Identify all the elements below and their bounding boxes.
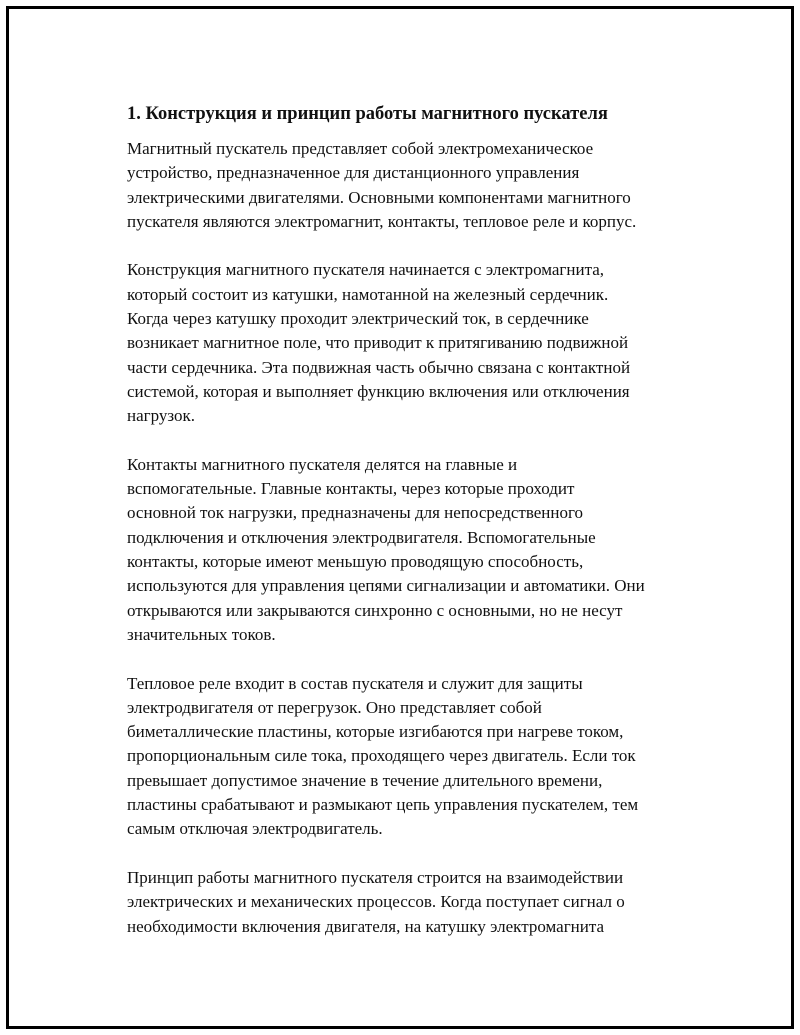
- text-line: Конструкция магнитного пускателя начинается с электромагнита,: [127, 260, 605, 280]
- text-line: вспомогательные. Главные контакты, через которые проходит: [127, 479, 575, 499]
- paragraph-operating-principle: [127, 866, 702, 939]
- text-line: пускателя являются электромагнит, контакты, тепловое реле и корпус.: [127, 211, 637, 231]
- text-line: устройство, предназначенное для дистанционного управления: [127, 163, 580, 183]
- text-line: электродвигателя от перегрузок. Оно представляет собой: [127, 697, 542, 717]
- paragraph-construction: [127, 258, 702, 428]
- text-line: электрическими двигателями. Основными компонентами магнитного: [127, 187, 631, 207]
- text-line: электрических и механических процессов. Когда поступает сигнал о: [127, 892, 625, 912]
- text-line: части сердечника. Эта подвижная часть обычно связана с контактной: [127, 357, 631, 377]
- text-line: Магнитный пускатель представляет собой электромеханическое: [127, 139, 594, 158]
- text-line: значительных токов.: [127, 624, 276, 644]
- text-line: системой, которая и выполняет функцию включения или отключения: [127, 381, 630, 401]
- text-line: пластины срабатывают и размыкают цепь управления пускателем, тем: [127, 795, 639, 815]
- text-line: нагрузок.: [127, 406, 196, 426]
- text-line: открываются или закрываются синхронно с основными, но не несут: [127, 600, 623, 620]
- text-line: подключения и отключения электродвигателя. Вспомогательные: [127, 527, 596, 547]
- text-line: Принцип работы магнитного пускателя строится на взаимодействии: [127, 867, 624, 887]
- paragraph-thermal-relay: [127, 672, 702, 842]
- text-line: возникает магнитное поле, что приводит к притягиванию подвижной: [127, 333, 629, 353]
- text-line: контакты, которые имеют меньшую проводящую способность,: [127, 552, 584, 572]
- paragraph-intro: [127, 137, 702, 234]
- page-frame: [6, 6, 794, 1029]
- text-line: Когда через катушку проходит электрический ток, в сердечнике: [127, 309, 589, 329]
- paragraph-contacts: [127, 453, 702, 647]
- text-line: используются для управления цепями сигнализации и автоматики. Они: [127, 576, 645, 596]
- text-line: который состоит из катушки, намотанной на железный сердечник.: [127, 284, 609, 304]
- text-line: пропорциональным силе тока, проходящего через двигатель. Если ток: [127, 746, 636, 766]
- text-line: основной ток нагрузки, предназначены для непосредственного: [127, 503, 584, 523]
- text-line: Контакты магнитного пускателя делятся на главные и: [127, 454, 518, 474]
- section-heading: 1. Конструкция и принцип работы магнитного пускателя: [127, 104, 608, 124]
- document-body: [127, 101, 702, 963]
- text-line: самым отключая электродвигатель.: [127, 819, 383, 839]
- text-line: превышает допустимое значение в течение длительного времени,: [127, 770, 603, 790]
- text-line: Тепловое реле входит в состав пускателя и служит для защиты: [127, 673, 583, 693]
- text-line: биметаллические пластины, которые изгибаются при нагреве током,: [127, 722, 624, 742]
- text-line: необходимости включения двигателя, на катушку электромагнита: [127, 916, 605, 936]
